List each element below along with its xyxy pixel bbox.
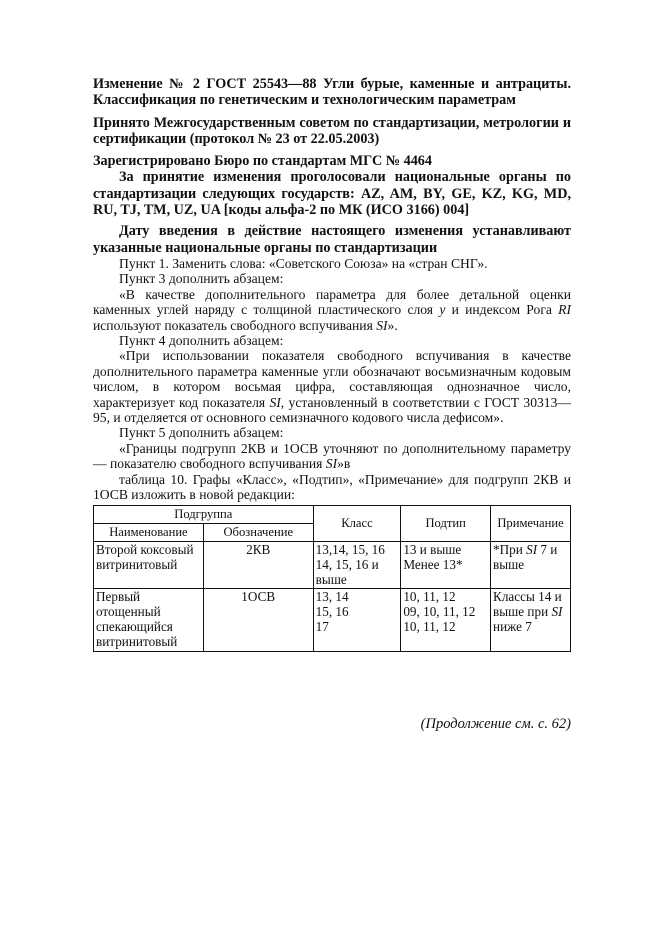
- row-subtype: 10, 11, 12 09, 10, 11, 12 10, 11, 12: [401, 589, 491, 651]
- amendment-title: Изменение № 2 ГОСТ 25543—88 Угли бурые, каменные и антрациты. Классификация по генетическим и технологическим параметрам: [93, 76, 571, 109]
- row-subtype: 13 и выше Менее 13*: [401, 542, 491, 589]
- header-designation: Обозначение: [203, 524, 313, 542]
- row-class: 13, 14 15, 16 17: [313, 589, 401, 651]
- item-5-label: Пункт 5 дополнить абзацем:: [119, 425, 284, 441]
- effective-date-statement: Дату введения в действие настоящего изменения устанавливают указанные национальные органы по стандартизации: [93, 223, 571, 256]
- subgroup-table: [93, 505, 571, 651]
- header-subgroup: Подгруппа: [94, 506, 314, 524]
- item-4-label: Пункт 4 дополнить абзацем:: [119, 333, 284, 348]
- row-name: Первый отощенный спекающийся витринитовый: [94, 589, 204, 651]
- item-1-text: Пункт 1. Заменить слова: «Советского Союза» на «стран СНГ».: [119, 255, 488, 271]
- row-note: Классы 14 и выше при SI ниже 7: [491, 589, 571, 651]
- document-page: [93, 76, 571, 652]
- continuation-note: (Продолжение см. с. 62): [420, 716, 571, 732]
- table-row: [94, 542, 571, 589]
- item-5-text: «Границы подгрупп 2КВ и 1ОСВ уточняют по дополнительному параметру — показателю свободного вспучивания SI»в: [93, 440, 571, 472]
- item-4-text: «При использовании показателя свободного вспучивания в качестве дополнительного параметра каменные угли обозначают восьмизначным кодовым числом, в котором восьмая цифра, составляющая однозначное число, характеризует код показателя SI, установленный в соответствии с ГОСТ 30313—95, и отделяется от основного семизначного кодового числа дефисом».: [93, 348, 571, 426]
- header-class: Класс: [313, 506, 401, 542]
- registration-statement: Зарегистрировано Бюро по стандартам МГС № 4464: [93, 153, 432, 170]
- item-3-label: Пункт 3 дополнить абзацем:: [119, 271, 284, 287]
- header-note: Примечание: [491, 506, 571, 542]
- row-note: *При SI 7 и выше: [491, 542, 571, 589]
- header-subtype: Подтип: [401, 506, 491, 542]
- table-row: [94, 589, 571, 651]
- voting-statement: За принятие изменения проголосовали национальные органы по стандартизации следующих государств: AZ, AM, BY, GE, KZ, KG, MD, RU, TJ, TM, UZ, UA [коды альфа-2 по МК (ИСО 3166) 004]: [93, 169, 571, 219]
- table-intro: таблица 10. Графы «Класс», «Подтип», «Примечание» для подгрупп 2КВ и 1ОСВ изложить в новой редакции:: [93, 471, 571, 503]
- row-name: Второй коксовый витринитовый: [94, 542, 204, 589]
- row-designation: 2КВ: [203, 542, 313, 589]
- table-header-row: [94, 506, 571, 524]
- row-designation: 1ОСВ: [203, 589, 313, 651]
- adoption-statement: Принято Межгосударственным советом по стандартизации, метрологии и сертификации (протокол № 23 от 22.05.2003): [93, 114, 571, 147]
- item-3-text: «В качестве дополнительного параметра для более детальной оценки каменных углей наряду с толщиной пластического слоя y и индексом Рога RI используют показатель свободного вспучивания SI».: [93, 286, 572, 333]
- row-class: 13,14, 15, 16 14, 15, 16 и выше: [313, 542, 401, 589]
- header-name: Наименование: [94, 524, 204, 542]
